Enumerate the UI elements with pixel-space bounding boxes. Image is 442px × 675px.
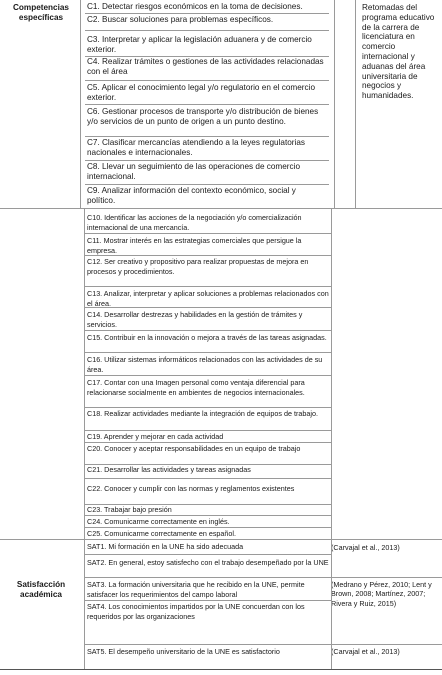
row-divider [85,286,331,287]
sat-item: SAT5. El desempeño universitario de la UNE es satisfactorio [87,647,280,656]
row-divider [85,504,331,505]
competencia-item: C8. Llevar un seguimiento de las operaciones de comercio internacional. [87,162,300,181]
row-divider [85,554,331,555]
row-divider [85,330,331,331]
row-divider [85,527,331,528]
row-divider [85,464,331,465]
competencia-item: C9. Analizar información del contexto económico, social y político. [87,186,296,205]
row-divider [331,644,442,645]
generic-item: C16. Utilizar sistemas informáticos relacionados con las actividades de su área. [87,355,323,374]
competencia-item: C3. Interpretar y aplicar la legislación aduanera y de comercio exterior. [87,35,312,54]
generic-item: C24. Comunicarme correctamente en inglés. [87,517,230,526]
generic-item: C20. Conocer y aceptar responsabilidades en un equipo de trabajo [87,444,301,453]
generic-item: C17. Contar con una Imagen personal como ventaja diferencial para relacionarse socialmente en ambientes de negocios internacionales. [87,378,305,397]
column-divider [331,208,332,539]
generic-item: C22. Conocer y cumplir con las normas y reglamentos existentes [87,484,295,493]
generic-item: C14. Desarrollar destrezas y habilidades en la gestión de trámites y servicios. [87,310,303,329]
sat-source: (Carvajal et al., 2013) [331,647,400,656]
row-divider [85,104,329,105]
row-divider [85,442,331,443]
row-divider [85,13,329,14]
competencia-item: C4. Realizar trámites o gestiones de las actividades relacionadas con el área [87,57,324,76]
competencia-item: C1. Detectar riesgos económicos en la toma de decisiones. [87,2,303,11]
row-divider [85,136,329,137]
row-divider [85,577,331,578]
category-satisfaccion: Satisfacción académica [16,580,66,599]
section-divider [0,539,442,540]
generic-item: C13. Analizar, interpretar y aplicar soluciones a problemas relacionados con el área. [87,289,329,308]
row-divider [85,30,329,31]
generic-item: C19. Aprender y mejorar en cada actividad [87,432,224,441]
category-competencias: Competencias específicas [13,3,69,22]
row-divider [85,600,331,601]
row-divider [85,80,329,81]
row-divider [85,375,331,376]
generic-item: C12. Ser creativo y propositivo para realizar propuestas de mejora en procesos y procedimientos. [87,257,309,276]
generic-item: C11. Mostrar interés en las estrategias comerciales que persigue la empresa. [87,236,302,255]
competencia-item: C7. Clasificar mercancías atendiendo a la leyes regulatorias nacionales e internacionales. [87,138,305,157]
row-divider [85,430,331,431]
sat-source: (Carvajal et al., 2013) [331,543,400,552]
column-divider [331,539,332,669]
generic-item: C18. Realizar actividades mediante la integración de equipos de trabajo. [87,409,318,418]
section-divider [0,208,442,209]
competencia-item: C5. Aplicar el conocimiento legal y/o regulatorio en el comercio exterior. [87,83,316,102]
sat-source: (Medrano y Pérez, 2010; Lent y Brown, 2008; Martínez, 2007; Rivera y Ruiz, 2015) [331,580,432,608]
sat-item: SAT3. La formación universitaria que he recibido en la UNE, permite satisfacer los requerimientos del campo laboral [87,580,305,599]
competencias-source: Retomadas del programa educativo de la carrera de licenciatura en comercio internacional y aduanas del área universitaria de negocios y humanidades. [362,3,435,101]
row-divider [85,255,331,256]
row-divider [85,160,329,161]
column-divider [84,539,85,669]
column-divider [84,208,85,539]
row-divider [85,352,331,353]
competencia-item: C6. Gestionar procesos de transporte y/o distribución de bienes y/o servicios de un punto de origen a un punto destino. [87,107,319,126]
generic-item: C15. Contribuir en la innovación o mejora a través de las tareas asignadas. [87,333,327,342]
column-divider [355,0,356,208]
row-divider [85,307,331,308]
row-divider [331,577,442,578]
generic-item: C21. Desarrollar las actividades y tareas asignadas [87,465,251,474]
column-divider [80,0,81,208]
generic-item: C10. Identificar las acciones de la negociación y/o comercialización internacional de una mercancía. [87,213,302,232]
sat-item: SAT2. En general, estoy satisfecho con el trabajo desempeñado por la UNE [87,558,329,567]
row-divider [85,644,331,645]
sat-item: SAT1. Mi formación en la UNE ha sido adecuada [87,542,244,551]
table-bottom-border [0,669,442,670]
sat-item: SAT4. Los conocimientos impartidos por la UNE concuerdan con los requeridos por las organizaciones [87,602,305,621]
row-divider [85,478,331,479]
row-divider [85,515,331,516]
row-divider [85,407,331,408]
row-divider [85,56,329,57]
generic-item: C23. Trabajar bajo presión [87,505,172,514]
competencia-item: C2. Buscar soluciones para problemas específicos. [87,15,274,24]
row-divider [85,233,331,234]
row-divider [85,184,329,185]
generic-item: C25. Comunicarme correctamente en español. [87,529,237,538]
column-divider [334,0,335,208]
